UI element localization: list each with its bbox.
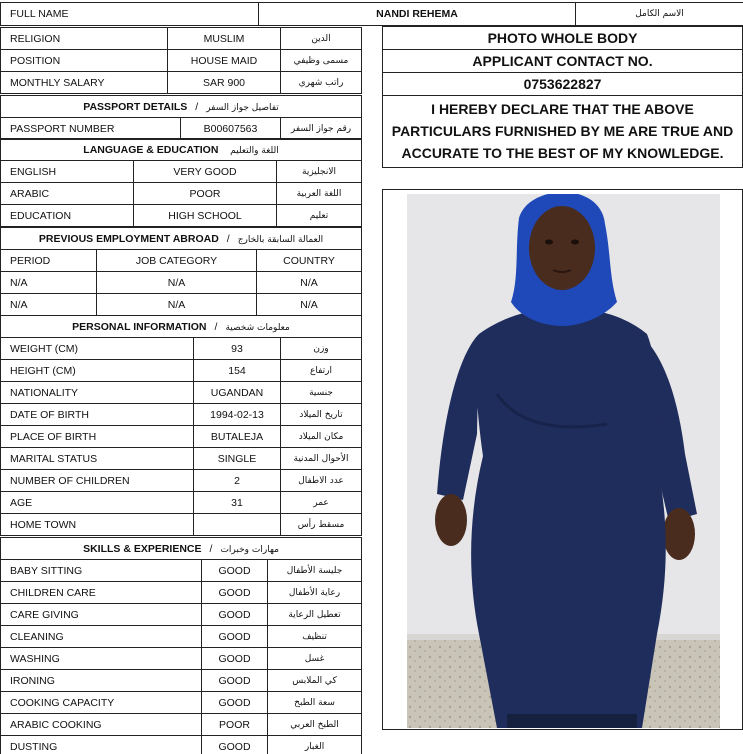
table-row: [1, 692, 362, 714]
country-header: COUNTRY: [257, 250, 362, 272]
personal-label: DATE OF BIRTH: [1, 404, 194, 426]
employment-table: [0, 227, 362, 316]
full-name-row: [0, 2, 743, 26]
education-value: HIGH SCHOOL: [134, 205, 277, 227]
skills-label: ARABIC COOKING: [1, 714, 202, 736]
table-row: [1, 205, 362, 227]
employment-section-header: PREVIOUS EMPLOYMENT ABROAD / العمالة السابقة بالخارج: [1, 228, 362, 250]
personal-value: 154: [194, 360, 281, 382]
personal-label: PLACE OF BIRTH: [1, 426, 194, 448]
skills-value: GOOD: [202, 582, 268, 604]
skills-label: CARE GIVING: [1, 604, 202, 626]
basic-info-table: [0, 27, 362, 94]
personal-value: 93: [194, 338, 281, 360]
language-table: [0, 138, 362, 227]
personal-label-ar: مكان الميلاد: [281, 426, 362, 448]
job-category-cell: N/A: [97, 272, 257, 294]
job-category-header: JOB CATEGORY: [97, 250, 257, 272]
personal-value: 31: [194, 492, 281, 514]
table-row: [1, 560, 362, 582]
full-name-value: NANDI REHEMA: [259, 3, 576, 26]
skills-label-ar: الطبخ العربي: [268, 714, 362, 736]
skills-label-ar: رعاية الأطفال: [268, 582, 362, 604]
skills-label-ar: جليسة الأطفال: [268, 560, 362, 582]
language-title-ar: اللغة والتعليم: [230, 145, 279, 156]
personal-value: 1994-02-13: [194, 404, 281, 426]
employment-title-ar: العمالة السابقة بالخارج: [237, 234, 324, 245]
skills-table: [0, 537, 362, 754]
skills-label: IRONING: [1, 670, 202, 692]
period-cell: N/A: [1, 272, 97, 294]
table-row: [1, 670, 362, 692]
passport-title: PASSPORT DETAILS: [83, 100, 188, 113]
declaration-text: I HEREBY DECLARE THAT THE ABOVE PARTICULARS FURNISHED BY ME ARE TRUE AND ACCURATE TO THE BEST OF MY KNOWLEDGE.: [391, 101, 734, 161]
table-row: [1, 514, 362, 536]
skills-label: DUSTING: [1, 736, 202, 754]
personal-title: PERSONAL INFORMATION: [72, 320, 207, 333]
table-row: [1, 470, 362, 492]
passport-section-header: PASSPORT DETAILS / تفاصيل جواز السفر: [1, 96, 362, 118]
skills-label: COOKING CAPACITY: [1, 692, 202, 714]
photo-frame: [382, 189, 743, 730]
skills-value: GOOD: [202, 692, 268, 714]
table-row: [1, 404, 362, 426]
skills-title-ar: مهارات وخبرات: [220, 544, 279, 555]
arabic-label-ar: اللغة العربية: [277, 183, 362, 205]
period-header: PERIOD: [1, 250, 97, 272]
skills-title: SKILLS & EXPERIENCE: [83, 542, 202, 555]
personal-label: MARITAL STATUS: [1, 448, 194, 470]
personal-title-ar: معلومات شخصية: [225, 322, 290, 333]
passport-table: [0, 95, 362, 140]
skills-label-ar: تعطيل الرعاية: [268, 604, 362, 626]
personal-label-ar: عمر: [281, 492, 362, 514]
skills-label: CLEANING: [1, 626, 202, 648]
table-row: [1, 161, 362, 183]
table-header-row: [1, 250, 362, 272]
passport-number-label-ar: رقم جواز السفر: [281, 118, 362, 140]
personal-label-ar: وزن: [281, 338, 362, 360]
skills-label-ar: تنظيف: [268, 626, 362, 648]
personal-label: HEIGHT (CM): [1, 360, 194, 382]
skills-value: GOOD: [202, 626, 268, 648]
language-title: LANGUAGE & EDUCATION: [83, 143, 219, 156]
job-category-cell: N/A: [97, 294, 257, 316]
table-row: [1, 72, 362, 94]
personal-info-table: [0, 315, 362, 536]
table-row: [1, 28, 362, 50]
religion-label-ar: الدين: [281, 28, 362, 50]
personal-label-ar: عدد الاطفال: [281, 470, 362, 492]
passport-number-label: PASSPORT NUMBER: [1, 118, 181, 140]
table-row: [1, 183, 362, 205]
country-cell: N/A: [257, 294, 362, 316]
language-section-header: [1, 139, 362, 161]
english-value: VERY GOOD: [134, 161, 277, 183]
personal-label-ar: مسقط رأس: [281, 514, 362, 536]
personal-value: [194, 514, 281, 536]
personal-label: HOME TOWN: [1, 514, 194, 536]
table-row: [1, 360, 362, 382]
salary-label-ar: راتب شهري: [281, 72, 362, 94]
table-row: [1, 714, 362, 736]
employment-title: PREVIOUS EMPLOYMENT ABROAD: [38, 232, 219, 245]
skills-label-ar: الغبار: [268, 736, 362, 754]
personal-value: 2: [194, 470, 281, 492]
full-name-label-ar: الاسم الكامل: [576, 3, 743, 26]
personal-label-ar: ارتفاع: [281, 360, 362, 382]
contact-label: APPLICANT CONTACT NO.: [383, 50, 742, 73]
religion-label: RELIGION: [1, 28, 168, 50]
applicant-photo-illustration: [407, 194, 720, 728]
passport-title-ar: تفاصيل جواز السفر: [206, 102, 279, 113]
religion-value: MUSLIM: [168, 28, 281, 50]
table-row: [1, 294, 362, 316]
skills-value: POOR: [202, 714, 268, 736]
arabic-value: POOR: [134, 183, 277, 205]
period-cell: N/A: [1, 294, 97, 316]
personal-label: AGE: [1, 492, 194, 514]
skills-value: GOOD: [202, 670, 268, 692]
applicant-info-box: [382, 26, 743, 168]
skills-value: GOOD: [202, 560, 268, 582]
position-value: HOUSE MAID: [168, 50, 281, 72]
skills-label: BABY SITTING: [1, 560, 202, 582]
english-label: ENGLISH: [1, 161, 134, 183]
table-row: [1, 50, 362, 72]
table-row: [1, 492, 362, 514]
table-row: [1, 582, 362, 604]
position-label: POSITION: [1, 50, 168, 72]
skills-label-ar: سعة الطبخ: [268, 692, 362, 714]
table-row: [1, 448, 362, 470]
personal-label-ar: الأحوال المدنية: [281, 448, 362, 470]
table-row: [1, 382, 362, 404]
photo-whole-body-title: PHOTO WHOLE BODY: [383, 27, 742, 50]
skills-label: CHILDREN CARE: [1, 582, 202, 604]
education-label: EDUCATION: [1, 205, 134, 227]
table-row: [1, 648, 362, 670]
full-name-label: FULL NAME: [1, 3, 259, 26]
english-label-ar: الانجليزية: [277, 161, 362, 183]
salary-label: MONTHLY SALARY: [1, 72, 168, 94]
table-row: [1, 338, 362, 360]
arabic-label: ARABIC: [1, 183, 134, 205]
table-row: [1, 118, 362, 140]
personal-section-header: PERSONAL INFORMATION / معلومات شخصية: [1, 316, 362, 338]
table-row: [1, 426, 362, 448]
skills-value: GOOD: [202, 736, 268, 754]
personal-value: BUTALEJA: [194, 426, 281, 448]
personal-label: NATIONALITY: [1, 382, 194, 404]
country-cell: N/A: [257, 272, 362, 294]
personal-label-ar: تاريخ الميلاد: [281, 404, 362, 426]
personal-value: UGANDAN: [194, 382, 281, 404]
table-row: [1, 736, 362, 754]
skills-value: GOOD: [202, 648, 268, 670]
personal-value: SINGLE: [194, 448, 281, 470]
personal-label: NUMBER OF CHILDREN: [1, 470, 194, 492]
skills-value: GOOD: [202, 604, 268, 626]
skills-label-ar: كي الملابس: [268, 670, 362, 692]
passport-number-value: B00607563: [181, 118, 281, 140]
contact-value: 0753622827: [383, 73, 742, 96]
table-row: [1, 604, 362, 626]
personal-label: WEIGHT (CM): [1, 338, 194, 360]
position-label-ar: مسمى وظيفي: [281, 50, 362, 72]
skills-label: WASHING: [1, 648, 202, 670]
salary-value: SAR 900: [168, 72, 281, 94]
table-row: [1, 626, 362, 648]
applicant-photo: [407, 194, 720, 728]
personal-label-ar: جنسية: [281, 382, 362, 404]
table-row: [1, 272, 362, 294]
skills-label-ar: غسل: [268, 648, 362, 670]
education-label-ar: تعليم: [277, 205, 362, 227]
skills-section-header: SKILLS & EXPERIENCE / مهارات وخبرات: [1, 538, 362, 560]
